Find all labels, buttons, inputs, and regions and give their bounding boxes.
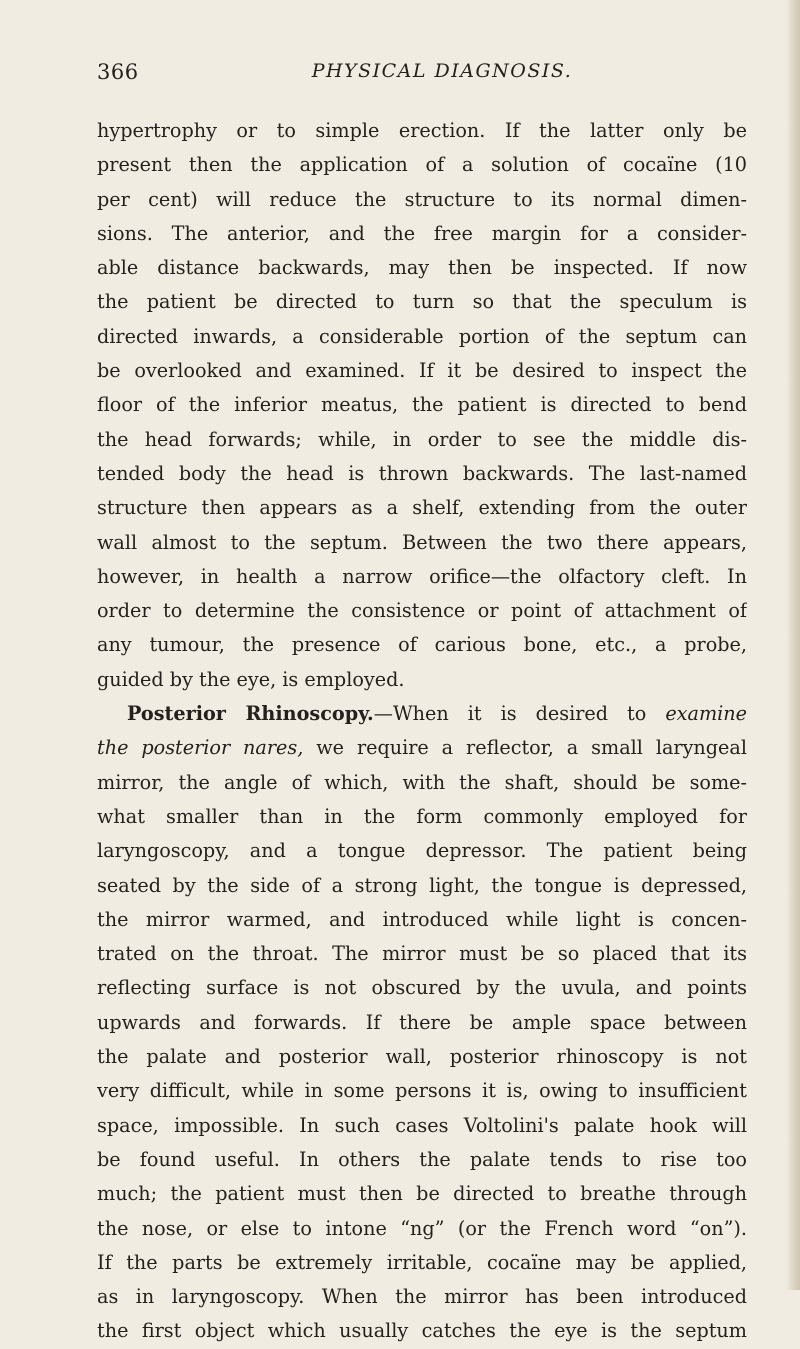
- text-line: reflecting surface is not obscured by the uvula, and points: [97, 976, 747, 1000]
- text-line: the mirror warmed, and introduced while light is concen-: [97, 907, 747, 931]
- text-line: If the parts be extremely irritable, cocaïne may be applied,: [97, 1250, 747, 1274]
- text-line: very difficult, while in some persons it is, owing to insufficient: [97, 1079, 747, 1103]
- text-line: be found useful. In others the palate tends to rise too: [97, 1147, 747, 1171]
- italic-term: posterior nares,: [141, 736, 304, 760]
- text-line: mirror, the angle of which, with the shaft, should be some-: [97, 770, 747, 794]
- page-header: [97, 60, 747, 90]
- text-line: be overlooked and examined. If it be desired to inspect the: [97, 359, 747, 383]
- text-line: the nose, or else to intone “ng” (or the French word “on”).: [97, 1216, 747, 1240]
- text-fragment: we require a reflector, a small laryngeal: [316, 736, 747, 760]
- text-line: upwards and forwards. If there be ample space between: [97, 1010, 747, 1034]
- running-title: PHYSICAL DIAGNOSIS.: [311, 60, 573, 82]
- section-heading-line: [97, 697, 747, 731]
- text-line: laryngoscopy, and a tongue depressor. The patient being: [97, 839, 747, 863]
- text-line: as in laryngoscopy. When the mirror has been introduced: [97, 1285, 747, 1309]
- text-line: per cent) will reduce the structure to its normal dimen-: [97, 187, 747, 211]
- italic-term: the: [97, 736, 129, 760]
- text-line: structure then appears as a shelf, extending from the outer: [97, 496, 747, 520]
- text-line: able distance backwards, may then be inspected. If now: [97, 256, 747, 280]
- text-line: however, in health a narrow orifice—the olfactory cleft. In: [97, 564, 747, 588]
- text-line: the first object which usually catches the eye is the septum: [97, 1319, 747, 1343]
- page-number: 366: [97, 60, 139, 84]
- text-line: the palate and posterior wall, posterior rhinoscopy is not: [97, 1045, 747, 1069]
- section-heading: Posterior Rhinoscopy.: [127, 702, 374, 726]
- text-line: directed inwards, a considerable portion of the septum can: [97, 324, 747, 348]
- text-line: present then the application of a solution of cocaïne (10: [97, 153, 747, 177]
- text-line: the head forwards; while, in order to see the middle dis-: [97, 427, 747, 451]
- text-line: any tumour, the presence of carious bone, etc., a probe,: [97, 633, 747, 657]
- text-line: guided by the eye, is employed.: [97, 667, 405, 691]
- text-line: [97, 731, 747, 765]
- text-line: trated on the throat. The mirror must be so placed that its: [97, 942, 747, 966]
- text-line: sions. The anterior, and the free margin for a consider-: [97, 221, 747, 245]
- text-line: seated by the side of a strong light, the tongue is depressed,: [97, 873, 747, 897]
- text-line: tended body the head is thrown backwards. The last-named: [97, 461, 747, 485]
- section-intro: —When it is desired to: [373, 702, 647, 726]
- page-edge-shadow: [786, 0, 800, 1290]
- text-line: what smaller than in the form commonly employed for: [97, 804, 747, 828]
- body-text: [97, 114, 747, 1349]
- text-line: the patient be directed to turn so that the speculum is: [97, 290, 747, 314]
- text-line: much; the patient must then be directed to breathe through: [97, 1182, 747, 1206]
- text-line: space, impossible. In such cases Voltolini's palate hook will: [97, 1113, 747, 1137]
- text-line: hypertrophy or to simple erection. If the latter only be: [97, 119, 747, 142]
- text-line: wall almost to the septum. Between the two there appears,: [97, 530, 747, 554]
- section-intro-italic: examine: [665, 702, 747, 726]
- text-line: floor of the inferior meatus, the patient is directed to bend: [97, 393, 747, 417]
- text-line: order to determine the consistence or point of attachment of: [97, 599, 747, 623]
